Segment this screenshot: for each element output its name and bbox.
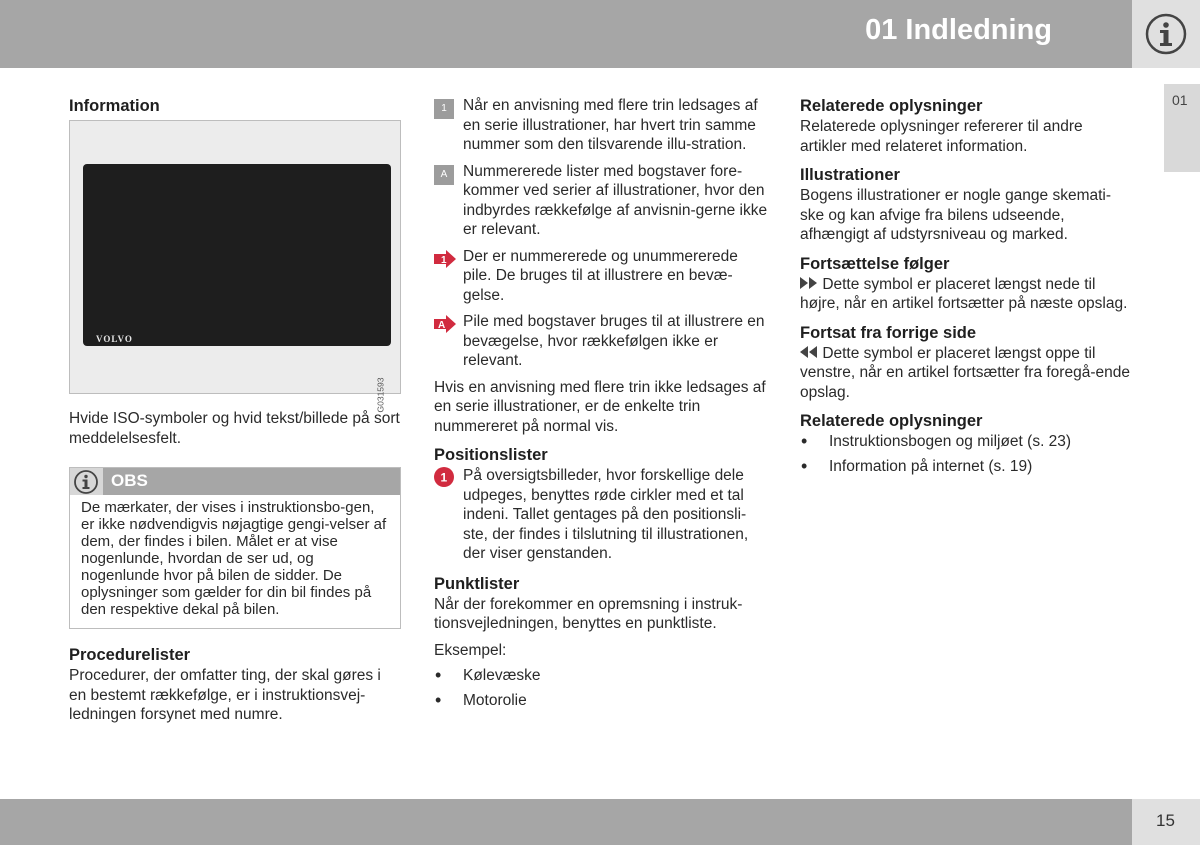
continued-from-heading: Fortsat fra forrige side <box>800 323 977 342</box>
obs-note-box <box>69 467 401 629</box>
letter-square-icon: A <box>434 165 454 185</box>
list-item <box>434 162 769 240</box>
example-label: Eksempel: <box>434 641 507 659</box>
display-illustration <box>69 120 401 412</box>
column-2 <box>434 96 769 715</box>
list-item <box>434 312 769 371</box>
info-circle-icon <box>73 469 99 495</box>
procedure-heading: Procedurelister <box>69 646 191 664</box>
procedure-text: Procedurer, der omfatter ting, der skal gøres i en bestemt rækkefølge, er i instruktionsvej-ledningen forsynet med numre. <box>69 667 381 723</box>
information-heading: Information <box>69 97 160 115</box>
image-caption: Hvide ISO-symboler og hvid tekst/billede på sort meddelelsesfelt. <box>69 410 400 447</box>
page-header <box>0 0 1132 68</box>
svg-text:1: 1 <box>440 470 448 485</box>
list-item <box>434 247 769 306</box>
continued-from-text: Dette symbol er placeret længst oppe til venstre, når en artikel fortsætter fra foregå-ende opslag. <box>800 344 1130 401</box>
continued-from-paragraph <box>800 344 1130 403</box>
double-arrow-right-icon <box>800 277 818 289</box>
svg-text:1: 1 <box>441 254 447 266</box>
svg-text:A: A <box>438 320 446 331</box>
red-circle-number-icon <box>434 467 454 487</box>
bullet-list-heading: Punktlister <box>434 574 520 593</box>
list-item-text: Når en anvisning med flere trin ledsages af en serie illustrationer, har hvert trin samme nummer som den tilsvarende illu-stration. <box>463 97 758 153</box>
obs-header <box>70 468 400 495</box>
black-display-screen <box>83 164 391 346</box>
number-square-icon: 1 <box>434 99 454 119</box>
column-1 <box>69 96 401 725</box>
double-arrow-left-icon <box>800 346 818 358</box>
list-item-text: Der er nummererede og unummererede pile. De bruges til at illustrere en bevæ-gelse. <box>463 247 738 304</box>
related-info-heading: Relaterede oplysninger <box>800 97 983 115</box>
page-footer <box>0 799 1132 845</box>
continued-text: Dette symbol er placeret længst nede til højre, når en artikel fortsætter på næste opslag. <box>800 275 1128 312</box>
image-code: G031593 <box>375 377 386 412</box>
header-icon-box <box>1132 0 1200 68</box>
bullet-item: • Kølevæske <box>434 666 769 686</box>
page-number-box <box>1132 799 1200 845</box>
related-info-heading-2: Relaterede oplysninger <box>800 412 983 430</box>
position-item <box>434 466 769 564</box>
position-item-text: På oversigtsbilleder, hvor forskellige dele udpeges, benyttes røde cirkler med et tal indeni. Tallet gentages på den positionsli-ste, der findes i tilslutning til illustrationen, der viser genstanden. <box>463 467 749 562</box>
numbered-arrow-icon <box>434 250 456 268</box>
list-item-text: Pile med bogstaver bruges til at illustrere en bevægelse, hvor rækkefølgen ikke er relevant. <box>463 313 765 369</box>
volvo-logo: VOLVO <box>96 334 133 344</box>
illustrations-text: Bogens illustrationer er nogle gange skemati-ske og kan afvige fra bilens udseende, afhængigt af udstyrsniveau og marked. <box>800 187 1112 243</box>
side-tab-label: 01 <box>1172 92 1188 108</box>
chapter-side-tab <box>1164 84 1200 172</box>
continued-heading: Fortsættelse følger <box>800 254 950 273</box>
illustrations-heading: Illustrationer <box>800 166 900 184</box>
info-circle-icon <box>1144 12 1188 56</box>
obs-label-bar <box>103 468 400 495</box>
obs-label: OBS <box>111 471 148 490</box>
column-3 <box>800 96 1130 481</box>
steps-paragraph: Hvis en anvisning med flere trin ikke ledsages af en serie illustrationer, er de enkelte trin nummereret på normal vis. <box>434 378 766 435</box>
related-link[interactable]: • Instruktionsbogen og miljøet (s. 23) <box>800 432 1130 452</box>
list-item-text: Nummererede lister med bogstaver fore-kommer ved serier af illustrationer, hvor den indbyrdes rækkefølge af anvisnin-gerne ikke er relevant. <box>463 162 768 238</box>
continued-paragraph <box>800 275 1130 314</box>
bullet-item: • Motorolie <box>434 691 769 711</box>
lettered-arrow-icon <box>434 315 456 333</box>
chapter-title: 01 Indledning <box>865 14 1052 46</box>
page-number: 15 <box>1156 811 1175 830</box>
obs-text: De mærkater, der vises i instruktionsbo-gen, er ikke nødvendigvis nøjagtige gengi-velser af dem, der findes i bilen. Målet er at vise nogenlunde, hvordan de ser ud, og nogenlunde hvor på bilen de sidder. De oplysninger som gælder for din bil findes på den respektive dekal på bilen. <box>81 499 387 618</box>
list-item <box>434 96 769 155</box>
position-list-heading: Positionslister <box>434 446 548 464</box>
bullet-list-text: Når der forekommer en opremsning i instruk-tionsvejledningen, benyttes en punktliste. <box>434 595 743 632</box>
related-link[interactable]: • Information på internet (s. 19) <box>800 457 1130 477</box>
related-info-text: Relaterede oplysninger refererer til andre artikler med relateret information. <box>800 118 1083 155</box>
